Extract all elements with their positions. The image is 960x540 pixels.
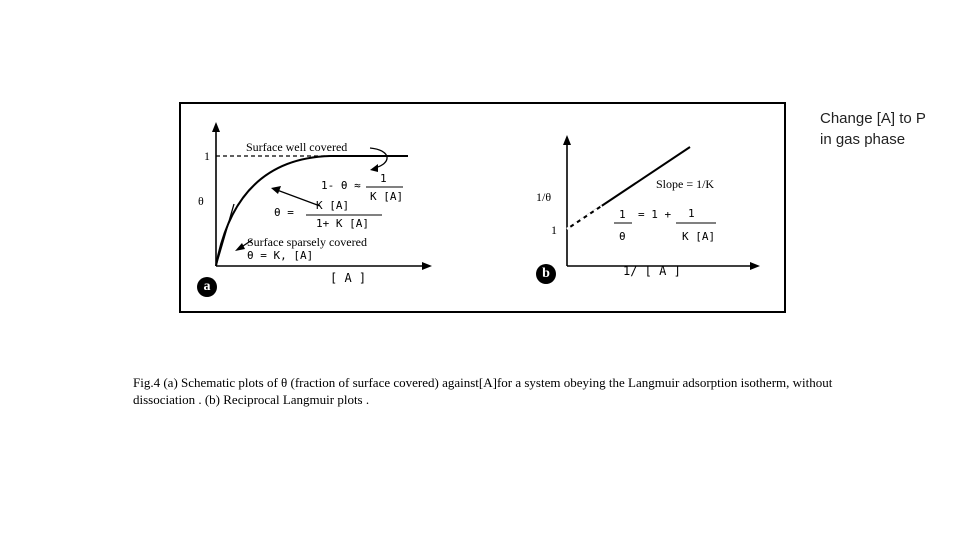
panel-a-curved-arrowhead: [370, 164, 378, 172]
panel-b-x-axis-label: 1/ [ A ]: [623, 264, 681, 278]
eq-middle: = 1 +: [638, 208, 672, 221]
theta-eq-denominator: 1+ K [A]: [316, 217, 369, 230]
panel-a-sparse-arrowhead: [235, 243, 245, 251]
figure-caption: Fig.4 (a) Schematic plots of θ (fraction of surface covered) against[A]for a system obeying the Langmuir adsorption isotherm, without dissociation . (b) Reciprocal Langmuir plots .: [133, 375, 833, 407]
eq-lhs-numerator: 1: [619, 208, 626, 221]
approx-lhs: 1- θ ≈: [321, 179, 361, 192]
panel-a-badge: a: [197, 277, 217, 297]
panel-b-y-axis-label: 1/θ: [536, 190, 552, 204]
panel-a-y-axis-label: θ: [198, 194, 204, 208]
slope-label: Slope = 1/K: [656, 177, 715, 191]
approx-denominator: K [A]: [370, 190, 404, 203]
eq-rhs-numerator: 1: [688, 207, 695, 220]
sparse-label: Surface sparsely covered: [247, 235, 367, 249]
well-covered-label: Surface well covered: [246, 140, 348, 154]
panel-a-pointer-arrowhead: [271, 186, 281, 194]
approx-numerator: 1: [380, 172, 387, 185]
panel-b-y-arrowhead: [563, 135, 571, 145]
side-note: Change [A] to P in gas phase: [820, 110, 926, 148]
panel-b-badge: b: [536, 264, 556, 284]
panel-b-x-arrowhead: [750, 262, 760, 270]
panel-b-y-tick-one: 1: [551, 223, 557, 237]
panel-a-x-arrowhead: [422, 262, 432, 270]
eq-rhs-denominator: K [A]: [682, 230, 716, 243]
panel-a-x-axis-label: [ A ]: [330, 271, 367, 285]
panel-a-pointer-arrow: [277, 190, 320, 206]
panel-a-y-tick-one: 1: [204, 149, 210, 163]
theta-eq-lhs: θ =: [274, 206, 294, 219]
panel-a-y-arrowhead: [212, 122, 220, 132]
panel-a-initial-tangent: [216, 204, 234, 266]
sparse-formula: θ = K, [A]: [247, 249, 314, 262]
panel-a-curved-arrow: [370, 148, 387, 168]
eq-lhs-denominator: θ: [619, 230, 626, 243]
theta-eq-numerator: K [A]: [316, 199, 350, 212]
